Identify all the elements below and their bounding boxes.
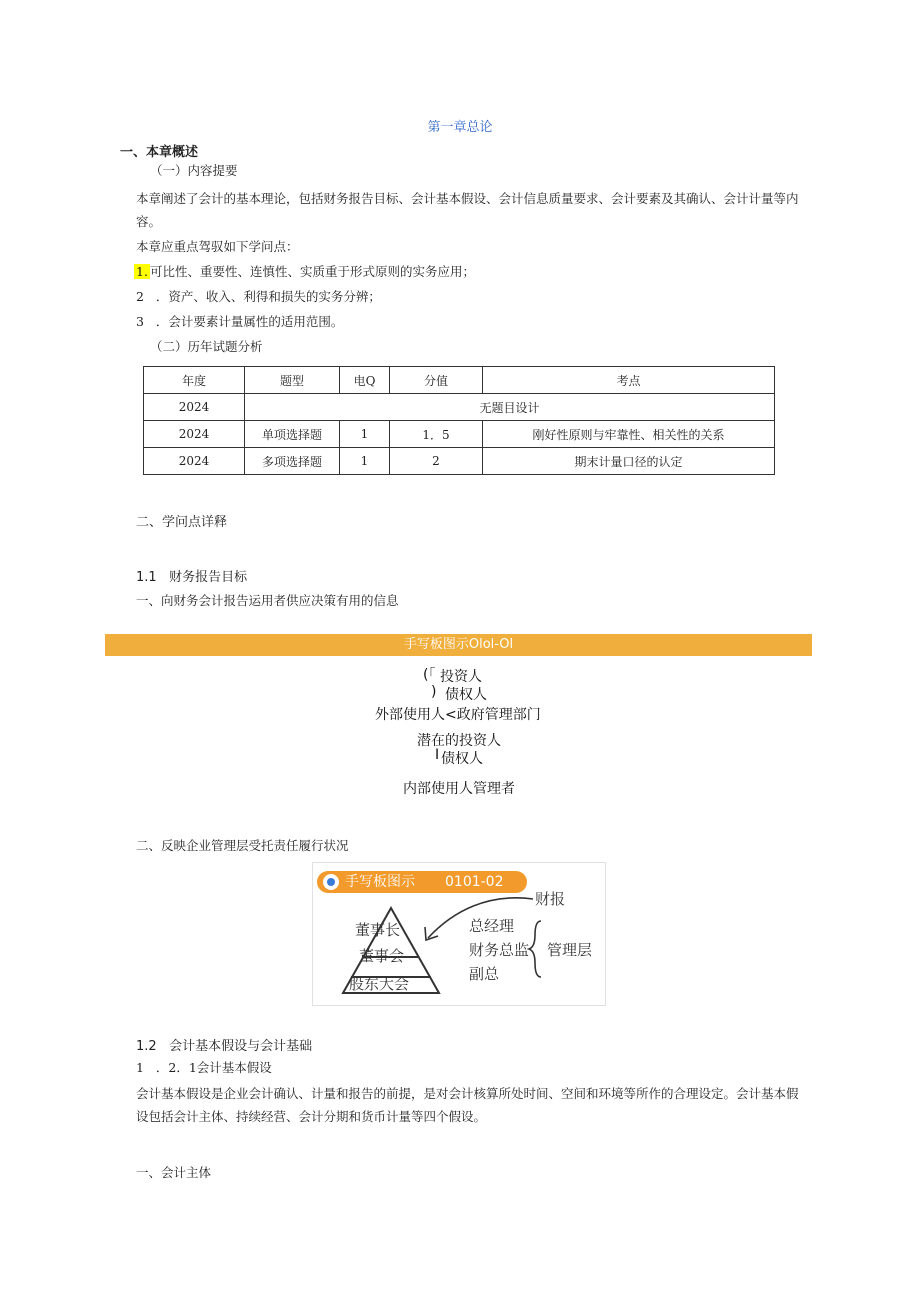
subsection-title: 财务报告目标 xyxy=(169,570,248,585)
heading-accounting-entity: 一、会计主体 xyxy=(136,1165,212,1180)
paragraph-key-points: 本章应重点驾驭如下学问点： xyxy=(136,239,299,254)
whiteboard-figure xyxy=(312,862,606,1006)
list-item xyxy=(136,286,381,308)
table-cell: 1 xyxy=(340,421,390,448)
subheading-exam-analysis: （二）历年试题分析 xyxy=(150,339,263,354)
handwriting-creditor: 债权人 xyxy=(445,687,487,703)
subsection-heading xyxy=(136,1035,312,1054)
paragraph-accountability: 二、反映企业管理层受托责任履行状况 xyxy=(136,838,349,853)
section-heading-overview: 一、本章概述 xyxy=(120,145,199,160)
table-header: 电Q xyxy=(340,367,390,394)
subsubsection-title: ．2．1会计基本假设 xyxy=(155,1060,272,1075)
table-row xyxy=(144,394,775,421)
list-item xyxy=(134,261,475,283)
list-number: 2 xyxy=(136,289,144,304)
handwriting-investor: 投资人 xyxy=(440,669,482,685)
subsubsection-number: 1 xyxy=(136,1060,144,1075)
whiteboard-label-code: 0101-02 xyxy=(445,874,504,890)
pyramid-bottom-label: 股东大会 xyxy=(349,975,410,993)
table-cell: 刚好性原则与牢靠性、相关性的关系 xyxy=(483,421,775,448)
table-cell-merged: 无题目设计 xyxy=(245,394,775,421)
list-item-text: 可比性、重要性、连慎性、实质重于形式原则的实务应用； xyxy=(149,264,475,279)
whiteboard-label-text: 手写板图示 xyxy=(345,874,415,890)
table-cell: 多项选择题 xyxy=(245,448,340,475)
table-header: 年度 xyxy=(144,367,245,394)
pyramid-middle-label: 董事会 xyxy=(359,947,405,965)
list-item-text: ．会计要素计量属性的适用范围。 xyxy=(155,314,344,329)
handwriting-creditor-2: 债权人 xyxy=(441,751,483,767)
pyramid-top-label: 董事长 xyxy=(355,921,401,939)
brace-icon xyxy=(529,921,541,977)
paragraph-assumptions: 会计基本假设是企业会计确认、计量和报告的前提，是对会计核算所处时间、空间和环境等所作的合理设定。会计基本假设包括会计主体、持续经营、会计分期和货币计量等四个假设。 xyxy=(136,1086,799,1124)
handwriting-bracket-top: (「 xyxy=(423,667,436,683)
table-cell: 2024 xyxy=(144,421,245,448)
subsection-heading xyxy=(136,566,247,585)
handwriting-internal-users: 内部使用人管理者 xyxy=(403,781,515,797)
subsection-title: 会计基本假设与会计基础 xyxy=(169,1039,313,1054)
table-cell: 1 xyxy=(340,448,390,475)
table-header-row xyxy=(144,367,775,394)
table-cell: 2024 xyxy=(144,448,245,475)
list-number-highlight: 1. xyxy=(136,264,148,279)
handwriting-external-users: 外部使用人<政府管理部门 xyxy=(375,707,541,723)
table-cell: 2024 xyxy=(144,394,245,421)
paragraph-objective: 一、向财务会计报告运用者供应决策有用的信息 xyxy=(136,593,399,608)
management-label: 管理层 xyxy=(547,941,593,959)
list-item xyxy=(136,311,343,333)
table-cell: 1．5 xyxy=(390,421,483,448)
handwriting-banner: 手写板图示Olol-Ol xyxy=(105,634,812,656)
handwriting-potential-investor: 潜在的投资人 xyxy=(417,733,501,749)
table-row xyxy=(144,448,775,475)
table-header: 考点 xyxy=(483,367,775,394)
table-row xyxy=(144,421,775,448)
section-heading-details: 二、学问点详释 xyxy=(136,515,228,530)
subsection-number: 1.2 xyxy=(136,1039,157,1054)
list-item-text: ．资产、收入、利得和损失的实务分辨； xyxy=(155,289,381,304)
table-header: 题型 xyxy=(245,367,340,394)
table-cell: 期末计量口径的认定 xyxy=(483,448,775,475)
role-cfo: 财务总监 xyxy=(469,941,530,959)
exam-table xyxy=(143,366,775,475)
subsubsection-heading xyxy=(136,1057,272,1079)
role-deputy: 副总 xyxy=(469,965,500,983)
table-cell: 单项选择题 xyxy=(245,421,340,448)
list-number: 3 xyxy=(136,314,144,329)
paragraph-summary: 本章阐述了会计的基本理论，包括财务报告目标、会计基本假设、会计信息质量要求、会计要素及其确认、会计计量等内容。 xyxy=(136,191,799,229)
caibao-label: 财报 xyxy=(535,890,566,908)
table-header: 分值 xyxy=(390,367,483,394)
page-title: 第一章总论 xyxy=(427,120,493,135)
subsection-number: 1.1 xyxy=(136,570,157,585)
handwriting-bracket-mid: ) xyxy=(431,684,437,700)
role-gm: 总经理 xyxy=(469,917,515,935)
table-cell: 2 xyxy=(390,448,483,475)
subheading-summary: （一）内容提要 xyxy=(150,163,238,178)
handwriting-bracket-low: I xyxy=(435,747,440,763)
